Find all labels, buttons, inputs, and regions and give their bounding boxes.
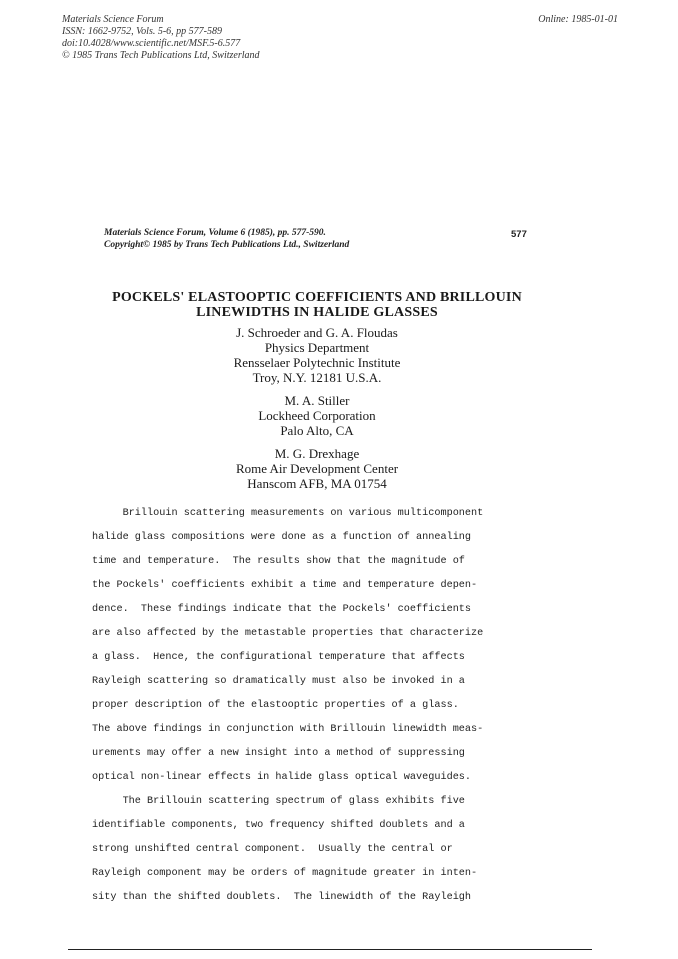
paper-title-line-1: POCKELS' ELASTOOPTIC COEFFICIENTS AND BRILLOUIN	[112, 290, 522, 305]
affiliation-address-1: Troy, N.Y. 12181 U.S.A.	[252, 370, 382, 385]
citation-line-volume: Materials Science Forum, Volume 6 (1985), pp. 577-590.	[104, 228, 326, 238]
doi-line: doi:10.4028/www.scientific.net/MSF.5-6.577	[62, 38, 241, 49]
affiliation-address-3: Hanscom AFB, MA 01754	[247, 476, 387, 491]
body-line: Brillouin scattering measurements on various multicomponent	[92, 508, 484, 519]
body-line: Rayleigh scattering so dramatically must also be invoked in a	[92, 676, 465, 687]
page-number: 577	[511, 229, 527, 240]
bottom-rule	[68, 949, 592, 950]
author-names-2: M. A. Stiller	[284, 393, 350, 408]
journal-header	[62, 14, 260, 62]
journal-name: Materials Science Forum	[62, 14, 164, 25]
body-line: a glass. Hence, the configurational temperature that affects	[92, 652, 465, 663]
copyright-line: © 1985 Trans Tech Publications Ltd, Switzerland	[62, 50, 260, 61]
body-line: The above findings in conjunction with Brillouin linewidth meas-	[92, 724, 484, 735]
body-line: proper description of the elastooptic properties of a glass.	[92, 700, 459, 711]
issn-line: ISSN: 1662-9752, Vols. 5-6, pp 577-589	[62, 26, 222, 37]
body-line: identifiable components, two frequency shifted doublets and a	[92, 820, 465, 831]
body-line: are also affected by the metastable properties that characterize	[92, 628, 484, 639]
body-line: Rayleigh component may be orders of magnitude greater in inten-	[92, 868, 478, 879]
body-line: sity than the shifted doublets. The linewidth of the Rayleigh	[92, 892, 472, 903]
body-line: the Pockels' coefficients exhibit a time and temperature depen-	[92, 580, 478, 591]
citation-line-copyright: Copyright© 1985 by Trans Tech Publications Ltd., Switzerland	[104, 240, 350, 250]
body-line: optical non-linear effects in halide glass optical waveguides.	[92, 772, 472, 783]
body-line: dence. These findings indicate that the Pockels' coefficients	[92, 604, 472, 615]
affiliation-inst-3: Rome Air Development Center	[235, 461, 399, 476]
citation-block	[104, 227, 349, 251]
affiliation-address-2: Palo Alto, CA	[280, 423, 354, 438]
body-line: The Brillouin scattering spectrum of glass exhibits five	[92, 796, 465, 807]
body-line: strong unshifted central component. Usually the central or	[92, 844, 453, 855]
online-date: Online: 1985-01-01	[538, 14, 618, 25]
author-names-3: M. G. Drexhage	[274, 446, 360, 461]
author-names-1: J. Schroeder and G. A. Floudas	[236, 325, 398, 340]
affiliation-inst-2: Lockheed Corporation	[258, 408, 376, 423]
affiliation-dept-1: Physics Department	[264, 340, 370, 355]
affiliation-inst-1: Rensselaer Polytechnic Institute	[233, 355, 401, 370]
body-line: time and temperature. The results show that the magnitude of	[92, 556, 465, 567]
body-line: urements may offer a new insight into a method of suppressing	[92, 748, 465, 759]
paper-title-line-2: LINEWIDTHS IN HALIDE GLASSES	[196, 305, 438, 320]
body-line: halide glass compositions were done as a function of annealing	[92, 532, 472, 543]
